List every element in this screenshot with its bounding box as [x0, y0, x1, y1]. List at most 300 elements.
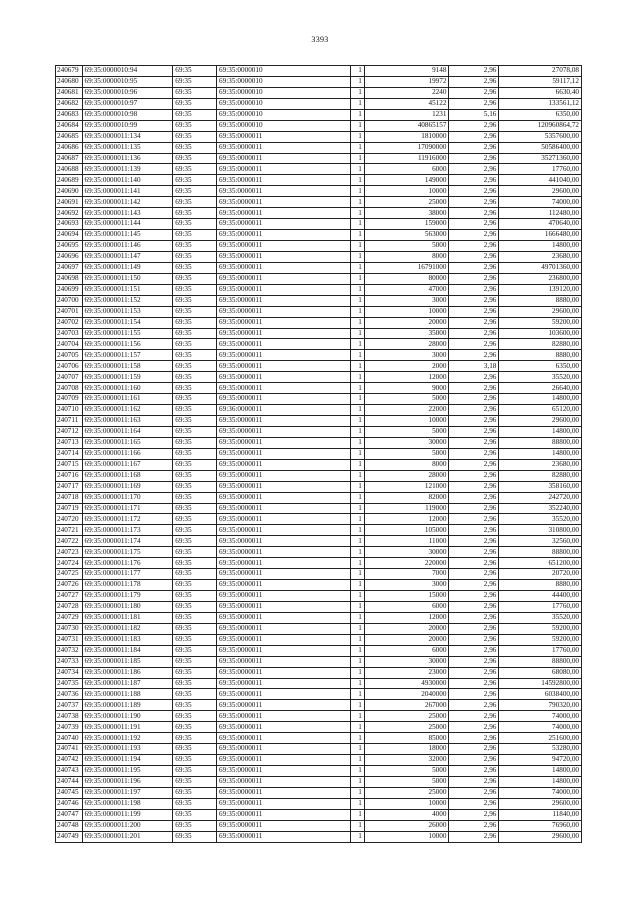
cadastral-number-cell: 69:35:0000010:98: [82, 109, 173, 120]
count-cell: 1: [350, 109, 364, 120]
count-cell: 1: [350, 514, 364, 525]
rate-cell: 3,18: [449, 361, 499, 372]
count-cell: 1: [350, 186, 364, 197]
district-code-cell: 69:35: [173, 755, 217, 766]
area-cell: 12000: [364, 372, 449, 383]
rate-cell: 2,96: [449, 372, 499, 383]
rate-cell: 2,96: [449, 98, 499, 109]
row-number-cell: 240746: [56, 798, 83, 809]
row-number-cell: 240688: [56, 164, 83, 175]
count-cell: 1: [350, 120, 364, 131]
value-cell: 59200,00: [499, 317, 582, 328]
value-cell: 82880,00: [499, 470, 582, 481]
row-number-cell: 240681: [56, 87, 83, 98]
row-number-cell: 240693: [56, 219, 83, 230]
count-cell: 1: [350, 503, 364, 514]
table-row: [56, 361, 582, 372]
row-number-cell: 240742: [56, 755, 83, 766]
rate-cell: 2,96: [449, 547, 499, 558]
cadastral-number-cell: 69:35:0000011:195: [82, 766, 173, 777]
cadastral-number-cell: 69:35:0000010:99: [82, 120, 173, 131]
table-row: [56, 623, 582, 634]
value-cell: 14800,00: [499, 241, 582, 252]
cadastral-number-cell: 69:35:0000011:163: [82, 416, 173, 427]
rate-cell: 2,96: [449, 426, 499, 437]
table-row: [56, 262, 582, 273]
rate-cell: 2,96: [449, 831, 499, 842]
district-code-cell: 69:35: [173, 667, 217, 678]
table-row: [56, 766, 582, 777]
cadastral-block-cell: 69:35:0000011: [217, 809, 351, 820]
value-cell: 17760,00: [499, 645, 582, 656]
count-cell: 1: [350, 405, 364, 416]
row-number-cell: 240745: [56, 787, 83, 798]
row-number-cell: 240741: [56, 744, 83, 755]
area-cell: 17090000: [364, 142, 449, 153]
count-cell: 1: [350, 558, 364, 569]
area-cell: 5000: [364, 448, 449, 459]
value-cell: 27078,08: [499, 66, 582, 77]
table-row: [56, 689, 582, 700]
row-number-cell: 240712: [56, 426, 83, 437]
cadastral-block-cell: 69:35:0000010: [217, 76, 351, 87]
table-row: [56, 667, 582, 678]
rate-cell: 2,96: [449, 164, 499, 175]
rate-cell: 2,96: [449, 711, 499, 722]
cadastral-block-cell: 69:35:0000011: [217, 230, 351, 241]
area-cell: 5000: [364, 394, 449, 405]
table-row: [56, 601, 582, 612]
row-number-cell: 240730: [56, 623, 83, 634]
area-cell: 20000: [364, 623, 449, 634]
rate-cell: 2,96: [449, 787, 499, 798]
cadastral-number-cell: 69:35:0000011:159: [82, 372, 173, 383]
value-cell: 23680,00: [499, 251, 582, 262]
cadastral-block-cell: 69:35:0000010: [217, 87, 351, 98]
table-row: [56, 722, 582, 733]
area-cell: 12000: [364, 612, 449, 623]
cadastral-number-cell: 69:35:0000011:144: [82, 219, 173, 230]
cadastral-block-cell: 69:35:0000011: [217, 197, 351, 208]
district-code-cell: 69:35: [173, 66, 217, 77]
value-cell: 103600,00: [499, 328, 582, 339]
table-row: [56, 109, 582, 120]
row-number-cell: 240728: [56, 601, 83, 612]
area-cell: 30000: [364, 656, 449, 667]
table-row: [56, 328, 582, 339]
row-number-cell: 240697: [56, 262, 83, 273]
cadastral-number-cell: 69:35:0000011:178: [82, 580, 173, 591]
row-number-cell: 240704: [56, 339, 83, 350]
table-row: [56, 273, 582, 284]
rate-cell: 2,96: [449, 339, 499, 350]
count-cell: 1: [350, 262, 364, 273]
area-cell: 5000: [364, 766, 449, 777]
row-number-cell: 240679: [56, 66, 83, 77]
cadastral-number-cell: 69:35:0000011:141: [82, 186, 173, 197]
cadastral-number-cell: 69:35:0000011:140: [82, 175, 173, 186]
value-cell: 790320,00: [499, 700, 582, 711]
district-code-cell: 69:35: [173, 536, 217, 547]
rate-cell: 2,96: [449, 76, 499, 87]
cadastral-number-cell: 69:35:0000011:155: [82, 328, 173, 339]
cadastral-block-cell: 69:35:0000011: [217, 492, 351, 503]
cadastral-block-cell: 69:35:0000011: [217, 262, 351, 273]
rate-cell: 2,96: [449, 809, 499, 820]
value-cell: 49701360,00: [499, 262, 582, 273]
value-cell: 6350,00: [499, 361, 582, 372]
count-cell: 1: [350, 131, 364, 142]
value-cell: 44400,00: [499, 591, 582, 602]
count-cell: 1: [350, 197, 364, 208]
rate-cell: 2,96: [449, 667, 499, 678]
cadastral-number-cell: 69:35:0000011:200: [82, 820, 173, 831]
value-cell: 29600,00: [499, 831, 582, 842]
district-code-cell: 69:35: [173, 186, 217, 197]
row-number-cell: 240687: [56, 153, 83, 164]
rate-cell: 2,96: [449, 459, 499, 470]
row-number-cell: 240715: [56, 459, 83, 470]
area-cell: 10000: [364, 416, 449, 427]
count-cell: 1: [350, 350, 364, 361]
area-cell: 1810000: [364, 131, 449, 142]
cadastral-block-cell: 69:35:0000011: [217, 623, 351, 634]
area-cell: 16791000: [364, 262, 449, 273]
count-cell: 1: [350, 470, 364, 481]
cadastral-block-cell: 69:35:0000011: [217, 678, 351, 689]
table-row: [56, 798, 582, 809]
rate-cell: 2,96: [449, 317, 499, 328]
rate-cell: 2,96: [449, 383, 499, 394]
rate-cell: 2,96: [449, 558, 499, 569]
count-cell: 1: [350, 809, 364, 820]
cadastral-block-cell: 69:35:0000011: [217, 689, 351, 700]
value-cell: 251600,00: [499, 733, 582, 744]
row-number-cell: 240696: [56, 251, 83, 262]
rate-cell: 2,96: [449, 131, 499, 142]
value-cell: 352240,00: [499, 503, 582, 514]
row-number-cell: 240748: [56, 820, 83, 831]
cadastral-number-cell: 69:35:0000011:143: [82, 208, 173, 219]
area-cell: 7000: [364, 569, 449, 580]
area-cell: 82000: [364, 492, 449, 503]
row-number-cell: 240718: [56, 492, 83, 503]
cadastral-block-cell: 69:36:0000011: [217, 405, 351, 416]
cadastral-number-cell: 69:35:0000011:197: [82, 787, 173, 798]
rate-cell: 2,96: [449, 656, 499, 667]
rate-cell: 2,96: [449, 766, 499, 777]
count-cell: 1: [350, 328, 364, 339]
district-code-cell: 69:35: [173, 394, 217, 405]
value-cell: 74000,00: [499, 711, 582, 722]
value-cell: 120960864,72: [499, 120, 582, 131]
row-number-cell: 240690: [56, 186, 83, 197]
area-cell: 3000: [364, 580, 449, 591]
count-cell: 1: [350, 295, 364, 306]
row-number-cell: 240692: [56, 208, 83, 219]
cadastral-number-cell: 69:35:0000011:150: [82, 273, 173, 284]
cadastral-block-cell: 69:35:0000011: [217, 667, 351, 678]
row-number-cell: 240695: [56, 241, 83, 252]
table-row: [56, 120, 582, 131]
table-row: [56, 536, 582, 547]
district-code-cell: 69:35: [173, 131, 217, 142]
rate-cell: 2,96: [449, 448, 499, 459]
count-cell: 1: [350, 66, 364, 77]
row-number-cell: 240723: [56, 547, 83, 558]
value-cell: 11840,00: [499, 809, 582, 820]
count-cell: 1: [350, 634, 364, 645]
count-cell: 1: [350, 459, 364, 470]
cadastral-block-cell: 69:35:0000011: [217, 372, 351, 383]
district-code-cell: 69:35: [173, 612, 217, 623]
cadastral-number-cell: 69:35:0000011:201: [82, 831, 173, 842]
value-cell: 35520,00: [499, 612, 582, 623]
cadastral-block-cell: 69:35:0000011: [217, 164, 351, 175]
table-row: [56, 591, 582, 602]
district-code-cell: 69:35: [173, 230, 217, 241]
area-cell: 25000: [364, 197, 449, 208]
count-cell: 1: [350, 787, 364, 798]
value-cell: 5357600,00: [499, 131, 582, 142]
rate-cell: 2,96: [449, 755, 499, 766]
table-row: [56, 66, 582, 77]
cadastral-block-cell: 69:35:0000011: [217, 470, 351, 481]
table-row: [56, 186, 582, 197]
area-cell: 8000: [364, 251, 449, 262]
district-code-cell: 69:35: [173, 219, 217, 230]
district-code-cell: 69:35: [173, 306, 217, 317]
count-cell: 1: [350, 667, 364, 678]
table-row: [56, 558, 582, 569]
count-cell: 1: [350, 416, 364, 427]
value-cell: 8880,00: [499, 350, 582, 361]
table-row: [56, 208, 582, 219]
district-code-cell: 69:35: [173, 383, 217, 394]
area-cell: 23000: [364, 667, 449, 678]
cadastral-number-cell: 69:35:0000011:179: [82, 591, 173, 602]
district-code-cell: 69:35: [173, 470, 217, 481]
cadastral-block-cell: 69:35:0000011: [217, 339, 351, 350]
row-number-cell: 240680: [56, 76, 83, 87]
table-row: [56, 820, 582, 831]
cadastral-block-cell: 69:35:0000011: [217, 525, 351, 536]
cadastral-number-cell: 69:35:0000011:164: [82, 426, 173, 437]
count-cell: 1: [350, 831, 364, 842]
area-cell: 5000: [364, 241, 449, 252]
area-cell: 4000: [364, 809, 449, 820]
count-cell: 1: [350, 525, 364, 536]
district-code-cell: 69:35: [173, 350, 217, 361]
cadastral-number-cell: 69:35:0000011:170: [82, 492, 173, 503]
area-cell: 10000: [364, 186, 449, 197]
count-cell: 1: [350, 164, 364, 175]
area-cell: 5000: [364, 776, 449, 787]
cadastral-block-cell: 69:35:0000011: [217, 175, 351, 186]
rate-cell: 2,96: [449, 591, 499, 602]
land-plot-table-body: [56, 66, 582, 843]
table-row: [56, 580, 582, 591]
value-cell: 17760,00: [499, 601, 582, 612]
value-cell: 1666480,00: [499, 230, 582, 241]
table-row: [56, 219, 582, 230]
cadastral-block-cell: 69:35:0000011: [217, 350, 351, 361]
table-row: [56, 612, 582, 623]
value-cell: 310800,00: [499, 525, 582, 536]
row-number-cell: 240699: [56, 284, 83, 295]
table-row: [56, 197, 582, 208]
count-cell: 1: [350, 175, 364, 186]
rate-cell: 2,96: [449, 503, 499, 514]
area-cell: 10000: [364, 798, 449, 809]
cadastral-number-cell: 69:35:0000011:186: [82, 667, 173, 678]
row-number-cell: 240691: [56, 197, 83, 208]
table-row: [56, 175, 582, 186]
cadastral-block-cell: 69:35:0000010: [217, 66, 351, 77]
district-code-cell: 69:35: [173, 153, 217, 164]
count-cell: 1: [350, 76, 364, 87]
cadastral-number-cell: 69:35:0000011:189: [82, 700, 173, 711]
area-cell: 38000: [364, 208, 449, 219]
district-code-cell: 69:35: [173, 722, 217, 733]
cadastral-block-cell: 69:35:0000011: [217, 656, 351, 667]
count-cell: 1: [350, 284, 364, 295]
value-cell: 82880,00: [499, 339, 582, 350]
cadastral-block-cell: 69:35:0000011: [217, 514, 351, 525]
area-cell: 1231: [364, 109, 449, 120]
row-number-cell: 240707: [56, 372, 83, 383]
cadastral-block-cell: 69:35:0000011: [217, 241, 351, 252]
district-code-cell: 69:35: [173, 459, 217, 470]
cadastral-block-cell: 69:35:0000011: [217, 361, 351, 372]
row-number-cell: 240743: [56, 766, 83, 777]
value-cell: 112480,00: [499, 208, 582, 219]
district-code-cell: 69:35: [173, 262, 217, 273]
rate-cell: 2,96: [449, 405, 499, 416]
count-cell: 1: [350, 251, 364, 262]
rate-cell: 2,96: [449, 208, 499, 219]
district-code-cell: 69:35: [173, 525, 217, 536]
area-cell: 3000: [364, 350, 449, 361]
area-cell: 45122: [364, 98, 449, 109]
value-cell: 470640,00: [499, 219, 582, 230]
row-number-cell: 240736: [56, 689, 83, 700]
count-cell: 1: [350, 678, 364, 689]
district-code-cell: 69:35: [173, 591, 217, 602]
rate-cell: 2,96: [449, 612, 499, 623]
row-number-cell: 240725: [56, 569, 83, 580]
district-code-cell: 69:35: [173, 87, 217, 98]
row-number-cell: 240714: [56, 448, 83, 459]
district-code-cell: 69:35: [173, 372, 217, 383]
cadastral-block-cell: 69:35:0000011: [217, 722, 351, 733]
area-cell: 2000: [364, 361, 449, 372]
table-row: [56, 405, 582, 416]
row-number-cell: 240685: [56, 131, 83, 142]
table-row: [56, 711, 582, 722]
district-code-cell: 69:35: [173, 787, 217, 798]
cadastral-block-cell: 69:35:0000011: [217, 776, 351, 787]
cadastral-number-cell: 69:35:0000011:135: [82, 142, 173, 153]
cadastral-block-cell: 69:35:0000011: [217, 328, 351, 339]
cadastral-block-cell: 69:35:0000011: [217, 459, 351, 470]
cadastral-block-cell: 69:35:0000011: [217, 503, 351, 514]
rate-cell: 2,96: [449, 492, 499, 503]
count-cell: 1: [350, 798, 364, 809]
area-cell: 10000: [364, 306, 449, 317]
cadastral-number-cell: 69:35:0000011:168: [82, 470, 173, 481]
rate-cell: 2,96: [449, 175, 499, 186]
count-cell: 1: [350, 623, 364, 634]
table-row: [56, 514, 582, 525]
value-cell: 133561,12: [499, 98, 582, 109]
area-cell: 80000: [364, 273, 449, 284]
cadastral-number-cell: 69:35:0000011:181: [82, 612, 173, 623]
area-cell: 25000: [364, 711, 449, 722]
cadastral-number-cell: 69:35:0000011:142: [82, 197, 173, 208]
value-cell: 17760,00: [499, 164, 582, 175]
rate-cell: 2,96: [449, 820, 499, 831]
count-cell: 1: [350, 426, 364, 437]
row-number-cell: 240733: [56, 656, 83, 667]
count-cell: 1: [350, 273, 364, 284]
rate-cell: 2,96: [449, 798, 499, 809]
cadastral-block-cell: 69:35:0000011: [217, 580, 351, 591]
cadastral-number-cell: 69:35:0000011:182: [82, 623, 173, 634]
value-cell: 88800,00: [499, 656, 582, 667]
cadastral-number-cell: 69:35:0000011:192: [82, 733, 173, 744]
cadastral-number-cell: 69:35:0000011:172: [82, 514, 173, 525]
rate-cell: 2,96: [449, 776, 499, 787]
count-cell: 1: [350, 689, 364, 700]
count-cell: 1: [350, 536, 364, 547]
cadastral-block-cell: 69:35:0000011: [217, 733, 351, 744]
district-code-cell: 69:35: [173, 689, 217, 700]
table-row: [56, 98, 582, 109]
count-cell: 1: [350, 241, 364, 252]
value-cell: 14800,00: [499, 448, 582, 459]
district-code-cell: 69:35: [173, 503, 217, 514]
count-cell: 1: [350, 492, 364, 503]
count-cell: 1: [350, 306, 364, 317]
row-number-cell: 240711: [56, 416, 83, 427]
value-cell: 14800,00: [499, 766, 582, 777]
rate-cell: 2,96: [449, 328, 499, 339]
cadastral-block-cell: 69:35:0000011: [217, 601, 351, 612]
district-code-cell: 69:35: [173, 437, 217, 448]
district-code-cell: 69:35: [173, 273, 217, 284]
value-cell: 35271360,00: [499, 153, 582, 164]
value-cell: 35520,00: [499, 514, 582, 525]
area-cell: 10000: [364, 831, 449, 842]
row-number-cell: 240682: [56, 98, 83, 109]
rate-cell: 2,96: [449, 416, 499, 427]
table-row: [56, 426, 582, 437]
rate-cell: 2,96: [449, 645, 499, 656]
cadastral-block-cell: 69:35:0000011: [217, 787, 351, 798]
area-cell: 149000: [364, 175, 449, 186]
value-cell: 29600,00: [499, 416, 582, 427]
cadastral-block-cell: 69:35:0000011: [217, 536, 351, 547]
district-code-cell: 69:35: [173, 284, 217, 295]
cadastral-block-cell: 69:35:0000011: [217, 251, 351, 262]
row-number-cell: 240731: [56, 634, 83, 645]
rate-cell: 2,96: [449, 306, 499, 317]
district-code-cell: 69:35: [173, 831, 217, 842]
table-row: [56, 241, 582, 252]
cadastral-block-cell: 69:35:0000011: [217, 284, 351, 295]
cadastral-number-cell: 69:35:0000011:174: [82, 536, 173, 547]
